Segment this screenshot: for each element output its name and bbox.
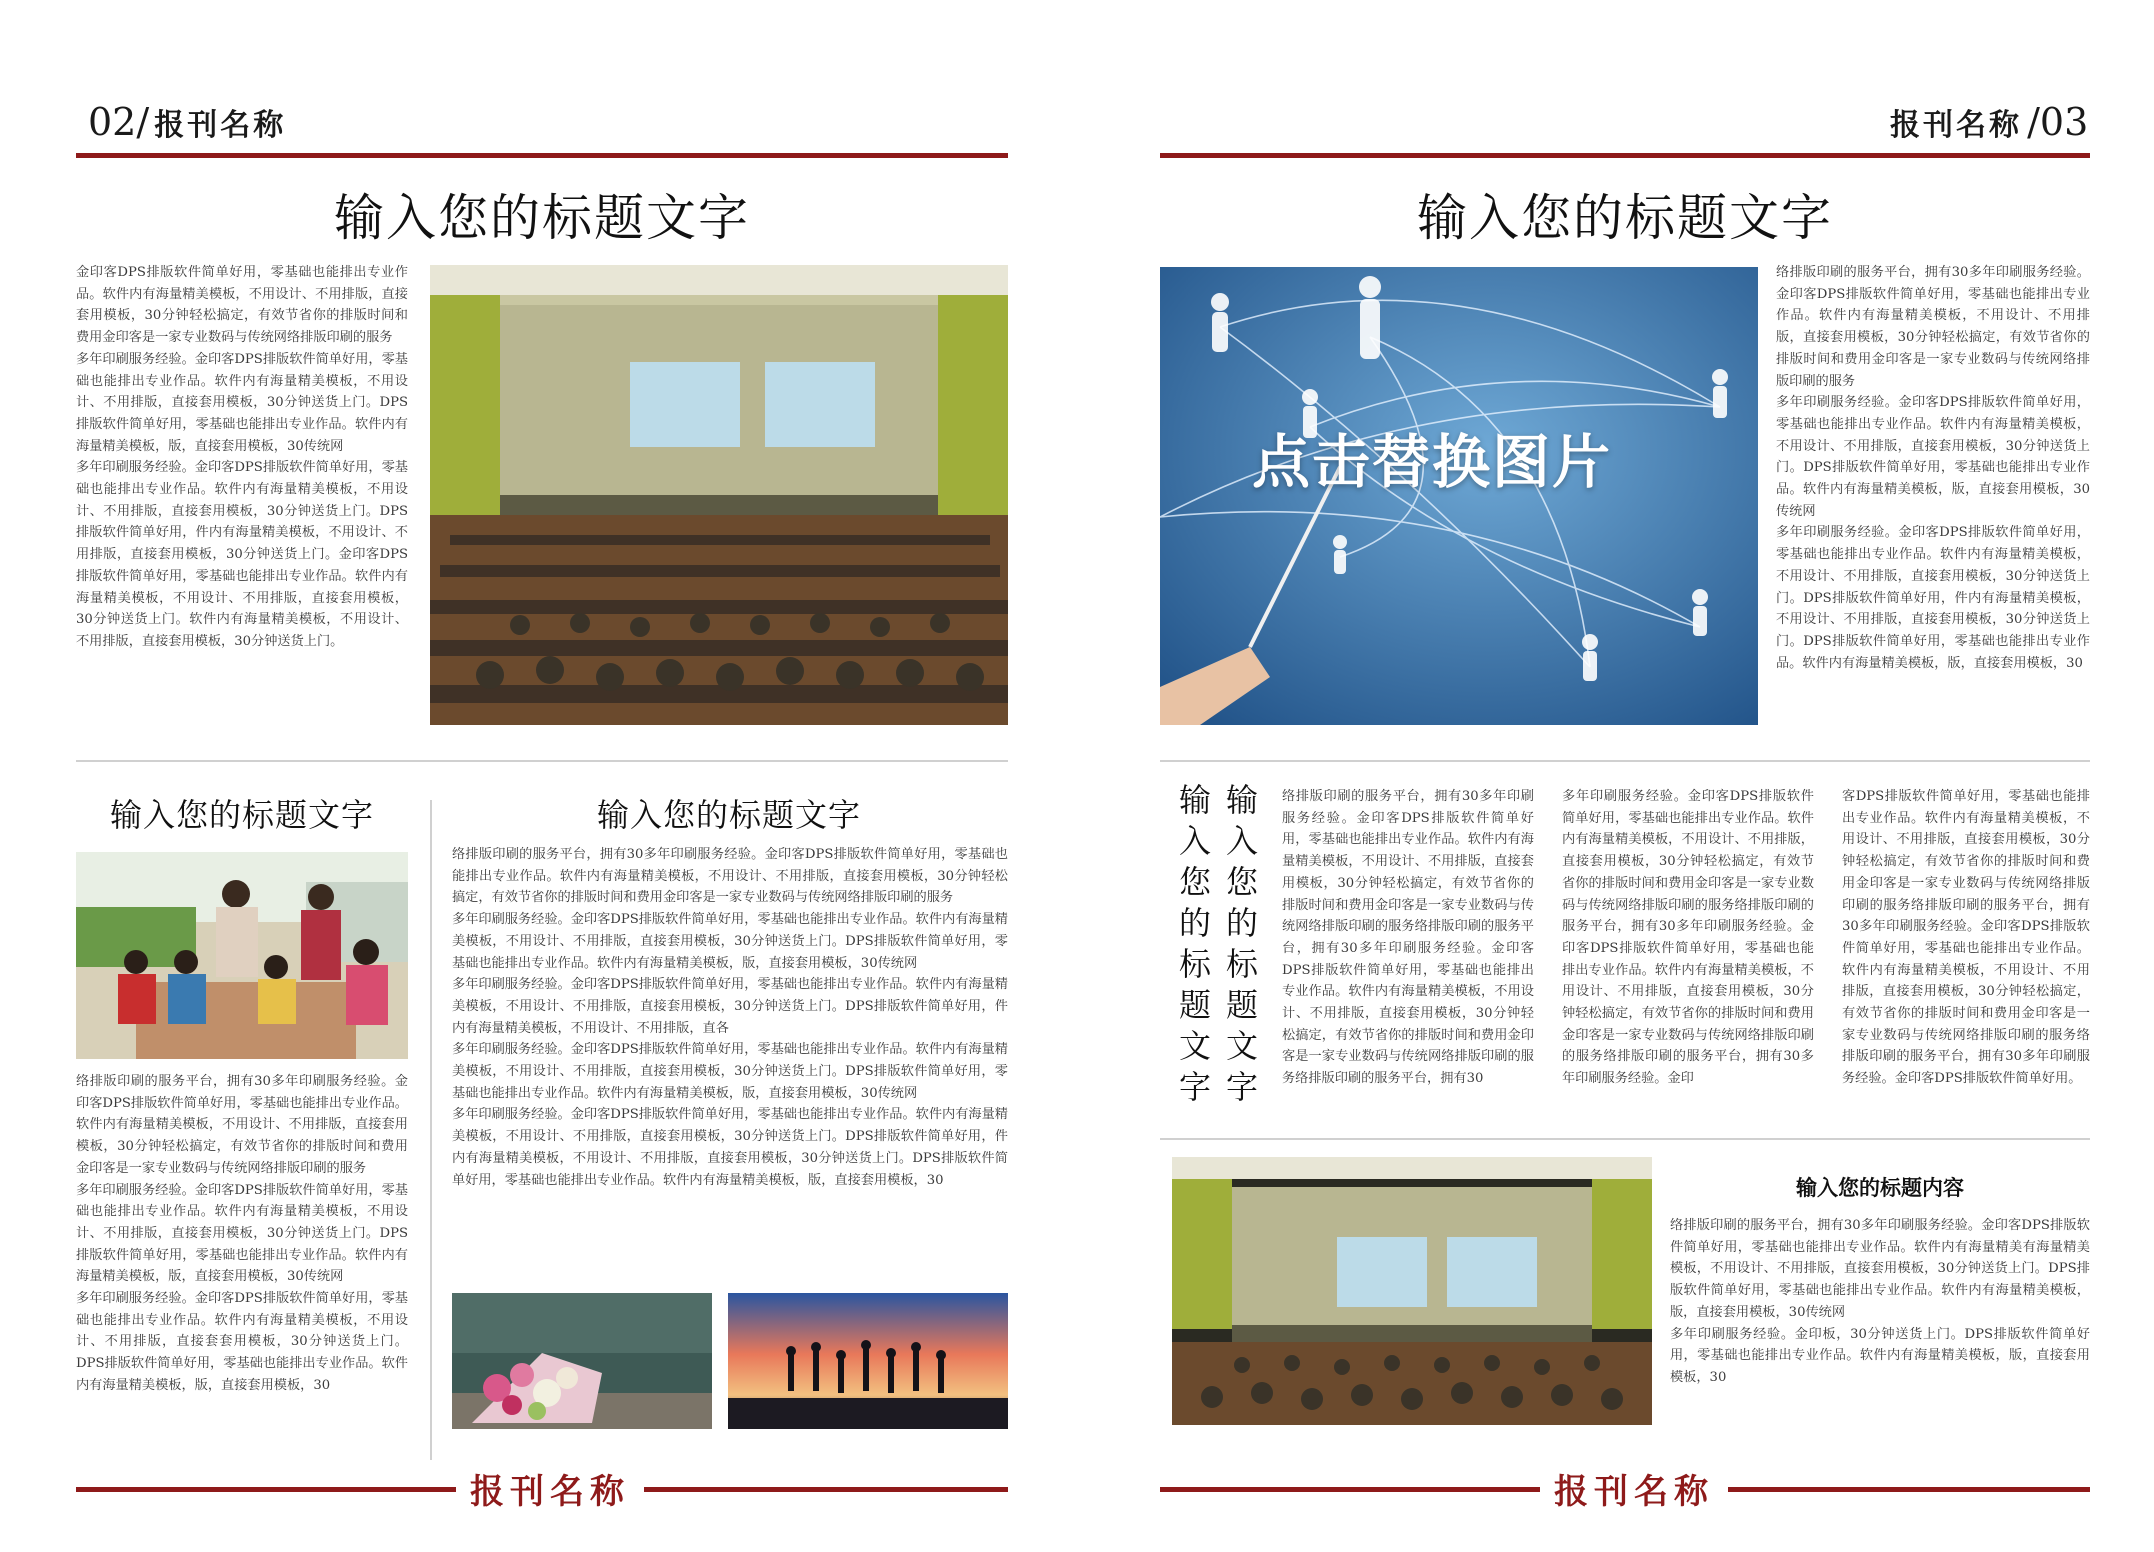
right-main-title: 输入您的标题文字 xyxy=(1417,189,1833,247)
silhouettes-sunset-photo xyxy=(728,1293,1008,1429)
bottom-content-body xyxy=(1670,1215,2090,1425)
left-footer-rule-right xyxy=(636,1487,1008,1492)
left-col-title: 输入您的标题文字 xyxy=(109,796,374,834)
vertical-title-1: 输入您的标题文字 xyxy=(1178,781,1211,1106)
left-section-divider xyxy=(76,760,1008,762)
right-col3-body xyxy=(1842,786,2090,1116)
paragraph: 多年印刷服务经验。金印客DPS排版软件简单好用，零基础也能排出专业作品。软件内有海量精美模板，不用设计、不用排版，直接套用模板，30分钟送货上门。DPS排版软件简单好用，件内有海量精美模板，不用设计、不用排版，直接套用模板，30分钟送货上门。DPS排版软件简单好用，零基础也能排出专业作品。软件内有海量精美模板，版，直接套用模板，30 xyxy=(452,1107,1008,1188)
right-footer-paper-name: 报刊名称 xyxy=(1540,1464,1728,1513)
right-col1-body xyxy=(1282,786,1534,1116)
paragraph: 多年印刷服务经验。金印客DPS排版软件简单好用，零基础也能排出专业作品。软件内有海量精美模板，不用设计、不用排版，直接套用模板，30分钟送货上门。DPS排版软件简单好用，零基础也能排出专业作品。软件内有海量精美模板，版，直接套用模板，30传统网 xyxy=(76,1182,408,1285)
flower-bouquet-photo xyxy=(452,1293,712,1429)
paragraph: 多年印刷服务经验。金印板，30分钟送货上门。DPS排版软件简单好用，零基础也能排出专业作品。软件内有海量精美模板，版，直接套用模板，30 xyxy=(1670,1326,2090,1385)
paragraph: 多年印刷服务经验。金印客DPS排版软件简单好用，零基础也能排出专业作品。软件内有海量精美模板，不用设计、不用排版，直接套用模板，30分钟轻松搞定，有效节省你的排版时间和费用金印客是一家专业数码与传统网络排版印刷的服务络排版印刷的服务平台，拥有30多年印刷服务经验。金印客DPS排版软件简单好用，零基础也能排出专业作品。软件内有海量精美模板，不用设计、不用排版，直接套用模板，30分钟轻松搞定，有效节省你的排版时间和费用金印客是一家专业数码与传统网络排版印刷的服务络排版印刷的服务平台，拥有30多年印刷服务经验。金印 xyxy=(1562,789,1814,1087)
paragraph: 客DPS排版软件简单好用，零基础也能排出专业作品。软件内有海量精美模板，不用设计、不用排版，直接套用模板，30分钟轻松搞定，有效节省你的排版时间和费用金印客是一家专业数码与传统网络排版印刷的服务络排版印刷的服务平台，拥有30多年印刷服务经验。金印客DPS排版软件简单好用，零基础也能排出专业作品。软件内有海量精美模板，不用设计、不用排版，直接套用模板，30分钟轻松搞定，有效节省你的排版时间和费用金印客是一家专业数码与传统网络排版印刷的服务络排版印刷的服务平台，拥有30多年印刷服务经验。金印客DPS排版软件简单好用。 xyxy=(1842,789,2090,1087)
right-lower-divider xyxy=(1160,1138,2090,1140)
right-footer-rule-right xyxy=(1720,1487,2090,1492)
left-header-rule xyxy=(76,153,1008,158)
right-page-number: /03 xyxy=(2027,100,2089,144)
image-placeholder-text: 点击替换图片 xyxy=(1252,428,1613,496)
network-placeholder-image[interactable] xyxy=(1160,267,1758,725)
paragraph: 络排版印刷的服务平台，拥有30多年印刷服务经验。金印客DPS排版软件简单好用，零基础也能排出专业作品。软件内有海量精美模板，不用设计、不用排版，直接套用模板，30分钟轻松搞定，有效节省你的排版时间和费用金印客是一家专业数码与传统网络排版印刷的服务 xyxy=(76,1074,408,1176)
paragraph: 络排版印刷的服务平台，拥有30多年印刷服务经验。金印客DPS排版软件简单好用，零基础也能排出专业作品。软件内有海量精美模板，不用设计、不用排版，直接套用模板，30分钟轻松搞定，有效节省你的排版时间和费用金印客是一家专业数码与传统网络排版印刷的服务络排版印刷的服务平台，拥有30多年印刷服务经验。金印客DPS排版软件简单好用，零基础也能排出专业作品。软件内有海量精美模板，不用设计、不用排版，直接套用模板，30分钟轻松搞定，有效节省你的排版时间和费用金印客是一家专业数码与传统网络排版印刷的服务络排版印刷的服务平台，拥有30 xyxy=(1282,789,1534,1087)
paragraph: 多年印刷服务经验。金印客DPS排版软件简单好用，零基础也能排出专业作品。软件内有海量精美模板，不用设计、不用排版，直接套用模板，30分钟送货上门。DPS排版软件简单好用，件内有海量精美模板，不用设计、不用排版，直接套用模板，30分钟送货上门。金印客DPS排版软件简单好用，零基础也能排出专业作品。软件内有海量精美模板，不用设计、不用排版，直接套用模板，30分钟送货上门。软件内有海量精美模板，不用设计、不用排版，直接套用模板，30分钟送货上门。 xyxy=(76,460,408,649)
paragraph: 络排版印刷的服务平台，拥有30多年印刷服务经验。金印客DPS排版软件简单好用，零基础也能排出专业作品。软件内有海量精美模板，不用设计、不用排版，直接套用模板，30分钟轻松搞定，有效节省你的排版时间和费用金印客是一家专业数码与传统网络排版印刷的服务 xyxy=(1776,265,2090,389)
left-main-title: 输入您的标题文字 xyxy=(334,189,750,247)
paragraph: 多年印刷服务经验。金印客DPS排版软件简单好用，零基础也能排出专业作品。软件内有海量精美模板，不用设计、不用排版，直接套用模板，30分钟送货上门。DPS排版软件简单好用，件内有海量精美模板，不用设计、不用排版，直接套用模板，30分钟送货上门。DPS排版软件简单好用，零基础也能排出专业作品。软件内有海量精美模板，版，直接套用模板，30 xyxy=(1776,525,2090,671)
paragraph: 络排版印刷的服务平台，拥有30多年印刷服务经验。金印客DPS排版软件简单好用，零基础也能排出专业作品。软件内有海量精美模板，不用设计、不用排版，直接套用模板，30分钟轻松搞定，有效节省你的排版时间和费用金印客是一家专业数码与传统网络排版印刷的服务 xyxy=(452,847,1008,906)
left-header-paper-name: 报刊名称 xyxy=(154,108,287,143)
paragraph: 络排版印刷的服务平台，拥有30多年印刷服务经验。金印客DPS排版软件简单好用，零基础也能排出专业作品。软件内有海量精美有海量精美模板，不用设计、不用排版，直接套用模板，30分钟送货上门。DPS排版软件简单好用，零基础也能排出专业作品。软件内有海量精美模板，版，直接套用模板，30传统网 xyxy=(1670,1218,2090,1320)
left-page-number: 02/ xyxy=(88,100,150,144)
left-page-header xyxy=(88,100,286,150)
left-column-divider xyxy=(430,800,432,1460)
right-header-rule xyxy=(1160,153,2090,158)
paragraph: 金印客DPS排版软件简单好用，零基础也能排出专业作品。软件内有海量精美模板，不用设计、不用排版，直接套用模板，30分钟轻松搞定，有效节省你的排版时间和费用金印客是一家专业数码与传统网络排版印刷的服务 xyxy=(76,265,408,346)
paragraph: 多年印刷服务经验。金印客DPS排版软件简单好用，零基础也能排出专业作品。软件内有海量精美模板，不用设计、不用排版，直接套用模板，30分钟送货上门。DPS排版软件简单好用，零基础也能排出专业作品。软件内有海量精美模板，版，直接套用模板，30传统网 xyxy=(452,1042,1008,1101)
paragraph: 多年印刷服务经验。金印客DPS排版软件简单好用，零基础也能排出专业作品。软件内有海量精美模板，不用设计、不用排版，直接套套用模板，30分钟送货上门。DPS排版软件简单好用，零基础也能排出专业作品。软件内有海量精美模板，版，直接套用模板，30 xyxy=(76,1291,408,1393)
right-footer-rule-left xyxy=(1160,1487,1540,1492)
left-footer-rule-left xyxy=(76,1487,456,1492)
right-main-body xyxy=(1776,262,2090,728)
bottom-content-title: 输入您的标题内容 xyxy=(1796,1176,1964,1200)
paragraph: 多年印刷服务经验。金印客DPS排版软件简单好用，零基础也能排出专业作品。软件内有海量精美模板，不用设计、不用排版，直接套用模板，30分钟送货上门。DPS排版软件简单好用，零基础也能排出专业作品。软件内有海量精美模板，版，直接套用模板，30传统网 xyxy=(1776,395,2090,519)
lecture-hall-photo xyxy=(430,265,1008,725)
left-main-body xyxy=(76,262,408,722)
right-col-body xyxy=(452,844,1008,1284)
left-footer-paper-name: 报刊名称 xyxy=(456,1464,644,1513)
right-col-title: 输入您的标题文字 xyxy=(596,796,861,834)
paragraph: 多年印刷服务经验。金印客DPS排版软件简单好用，零基础也能排出专业作品。软件内有海量精美模板，不用设计、不用排版，直接套用模板，30分钟送货上门。DPS排版软件简单好用，零基础也能排出专业作品。软件内有海量精美模板，版，直接套用模板，30传统网 xyxy=(452,912,1008,971)
right-header-paper-name: 报刊名称 xyxy=(1890,108,2022,143)
classroom-children-photo xyxy=(76,852,408,1059)
right-section-divider xyxy=(1160,760,2090,762)
paragraph: 多年印刷服务经验。金印客DPS排版软件简单好用，零基础也能排出专业作品。软件内有海量精美模板，不用设计、不用排版，直接套用模板，30分钟送货上门。DPS排版软件简单好用，零基础也能排出专业作品。软件内有海量精美模板，版，直接套用模板，30传统网 xyxy=(76,351,408,454)
right-col2-body xyxy=(1562,786,1814,1116)
paragraph: 多年印刷服务经验。金印客DPS排版软件简单好用，零基础也能排出专业作品。软件内有海量精美模板，不用设计、不用排版，直接套用模板，30分钟送货上门。DPS排版软件简单好用，件内有海量精美模板，不用设计、不用排版，直各 xyxy=(452,977,1008,1036)
right-page-header xyxy=(1890,100,2088,150)
lecture-hall-photo-small xyxy=(1172,1157,1652,1425)
left-col-body xyxy=(76,1071,408,1461)
vertical-title-2: 输入您的标题文字 xyxy=(1225,781,1258,1106)
